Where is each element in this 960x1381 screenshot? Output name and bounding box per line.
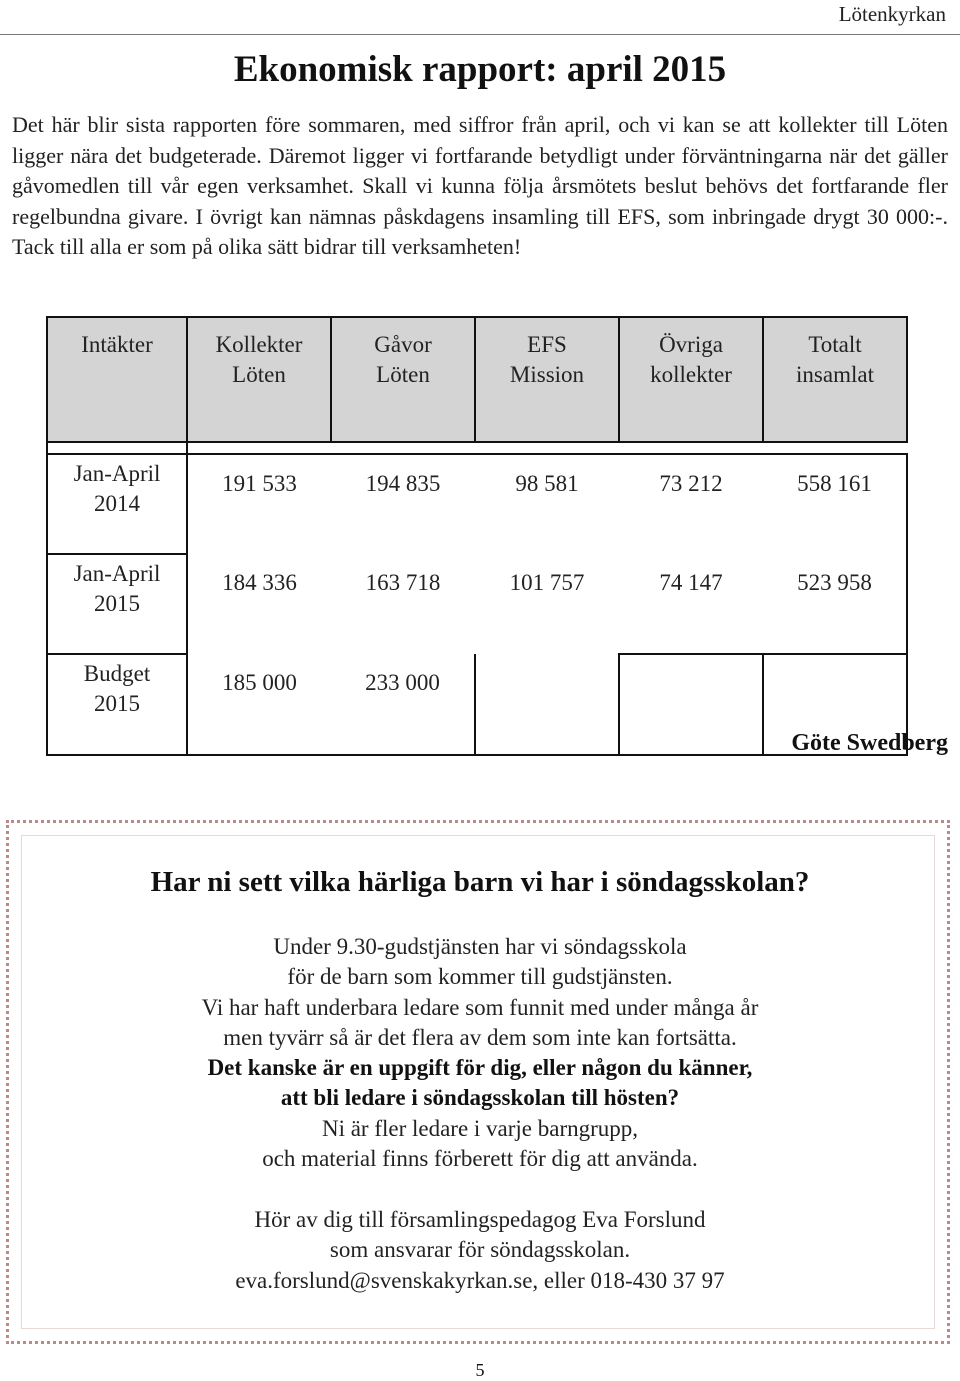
contact-line: som ansvarar för söndagsskolan. (329, 1237, 631, 1263)
notice-bold-line: Det kanske är en uppgift för dig, eller någon du känner, (207, 1055, 753, 1081)
table-cell: 194 835 (331, 454, 475, 554)
table-row (47, 442, 907, 454)
table-header-cell: Totalt insamlat (763, 317, 907, 442)
notice-line: Under 9.30-gudstjänsten har vi söndagsskola (273, 934, 687, 959)
economy-table (46, 316, 908, 756)
table-header-row (47, 317, 907, 442)
table-cell: 163 718 (365, 570, 441, 595)
table-header-cell: EFS Mission (475, 317, 619, 442)
notice-body (0, 932, 960, 1174)
table-cell: 74 147 (659, 570, 723, 595)
notice-line: och material finns förberett för dig att använda. (262, 1146, 698, 1172)
table-cell: 191 533 (187, 454, 331, 554)
header-label: Lötenkyrkan (838, 2, 946, 26)
notice-title: Har ni sett vilka härliga barn vi har i söndagsskolan? (150, 866, 810, 898)
table-cell: 184 336 (222, 570, 297, 595)
table-header-cell: Intäkter (47, 317, 187, 442)
table-row (47, 454, 907, 554)
row-label: Jan-April 2014 (47, 454, 187, 554)
page-number: 5 (475, 1360, 485, 1380)
notice-bold-line: att bli ledare i söndagsskolan till hösten? (280, 1085, 680, 1111)
notice-line: för de barn som kommer till gudstjänsten. (287, 964, 673, 990)
table-cell: 558 161 (763, 454, 907, 554)
table-header-cell: Gåvor Löten (331, 317, 475, 442)
page-title: Ekonomisk rapport: april 2015 (233, 49, 727, 90)
notice-line: Ni är fler ledare i varje barngrupp, (321, 1115, 639, 1141)
table-header-cell: Kollekter Löten (187, 317, 331, 442)
row-label: Budget 2015 (47, 654, 187, 755)
table-cell: 523 958 (763, 554, 907, 654)
notice-line: men tyvärr så är det flera av dem som inte kan fortsätta. (223, 1024, 737, 1050)
header-divider (0, 34, 960, 35)
table-cell: 233 000 (331, 654, 475, 755)
table-header-cell: Övriga kollekter (619, 317, 763, 442)
notice-contact (0, 1205, 960, 1296)
table-row (47, 554, 907, 654)
table-cell (619, 654, 763, 755)
contact-line: Hör av dig till församlingspedagog Eva Forslund (254, 1207, 706, 1232)
intro-paragraph: Det här blir sista rapporten före sommaren, med siffror från april, och vi kan se att kollekter till Löten ligger nära det budgeterade. Däremot ligger vi fortfarande betydligt under förväntningarna när det gäller gåvomedlen till vår egen verksamhet. Skall vi kunna följa årsmötets beslut behövs det fortfarande fler regelbundna givare. I övrigt kan nämnas påskdagens insamling till EFS, som inbringade drygt 30 000:-. Tack till alla er som på olika sätt bidrar till verksamheten! (12, 112, 948, 259)
table-row (47, 654, 907, 755)
table-cell: 101 757 (509, 570, 585, 595)
table-cell: 98 581 (475, 454, 619, 554)
notice-line: Vi har haft underbara ledare som funnit med under många år (201, 994, 759, 1020)
contact-email-phone[interactable]: eva.forslund@svenskakyrkan.se, eller 018-430 37 97 (235, 1267, 725, 1293)
table-cell (475, 654, 619, 755)
author-signature: Göte Swedberg (791, 730, 948, 756)
table-cell: 185 000 (187, 654, 331, 755)
row-label: Jan-April 2015 (47, 554, 187, 654)
table-cell: 73 212 (619, 454, 763, 554)
